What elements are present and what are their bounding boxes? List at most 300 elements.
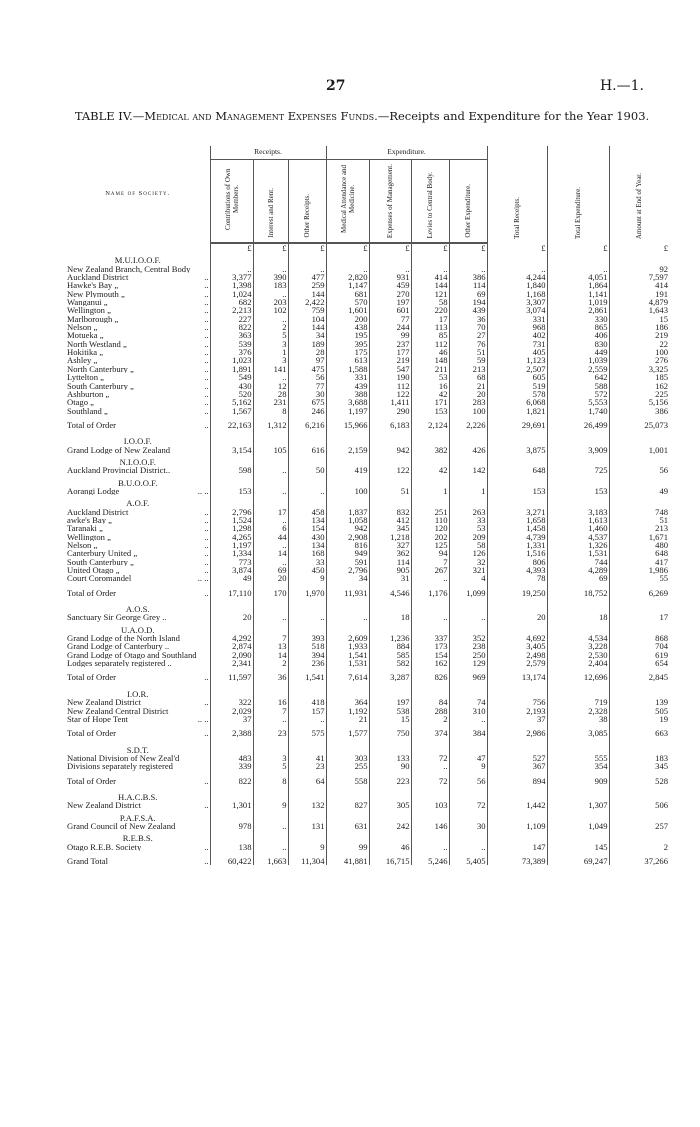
- value-cell: 578: [487, 390, 547, 398]
- leader-dots: ..: [204, 775, 209, 786]
- value-cell: ..: [288, 715, 326, 723]
- table-row: [66, 516, 669, 524]
- value-cell: 426: [449, 446, 487, 454]
- empty-cell: [547, 454, 609, 466]
- society-name: [66, 265, 210, 273]
- empty-cell: [326, 810, 369, 822]
- table-row: [66, 273, 669, 281]
- society-name: [66, 315, 210, 323]
- table-row: [66, 331, 669, 339]
- value-cell: 303: [326, 754, 369, 762]
- value-cell: 654: [609, 659, 669, 667]
- value-cell: 2,530: [547, 651, 609, 659]
- empty-cell: [487, 252, 547, 264]
- value-cell: 238: [449, 642, 487, 650]
- value-cell: ..: [411, 762, 449, 770]
- page-number: 27: [326, 78, 346, 94]
- value-cell: 37,266: [609, 851, 669, 865]
- society-name: [66, 667, 210, 685]
- value-cell: 131: [288, 822, 326, 830]
- society-name-text: Grand Lodge of New Zealand: [67, 445, 171, 454]
- empty-cell: [369, 789, 411, 801]
- empty-cell: [411, 454, 449, 466]
- value-cell: 575: [288, 723, 326, 741]
- society-name-text: Southland „: [67, 406, 108, 415]
- grand-total-row: [66, 851, 669, 865]
- value-cell: 1,141: [547, 290, 609, 298]
- leader-dots: ..: [204, 289, 209, 299]
- value-cell: 2,845: [609, 667, 669, 685]
- value-cell: 197: [369, 298, 411, 306]
- value-cell: 17,110: [210, 583, 253, 601]
- empty-cell: [253, 742, 288, 754]
- value-cell: 2,796: [326, 566, 369, 574]
- society-name-text: New Zealand Central District: [67, 706, 169, 715]
- value-cell: 219: [369, 356, 411, 364]
- leader-dots: ..: [204, 515, 209, 525]
- value-cell: 36: [449, 315, 487, 323]
- society-name-text: United Otago „: [67, 566, 120, 575]
- value-cell: 4,692: [487, 634, 547, 642]
- value-cell: 105: [253, 446, 288, 454]
- table-body: [66, 243, 669, 865]
- value-cell: 3,909: [547, 446, 609, 454]
- empty-cell: [253, 686, 288, 698]
- value-cell: 2,029: [210, 707, 253, 715]
- society-name: [66, 365, 210, 373]
- leader-dots: ..: [204, 406, 209, 415]
- value-cell: 2,559: [547, 365, 609, 373]
- value-cell: 506: [609, 801, 669, 809]
- society-name: [66, 754, 210, 762]
- value-cell: 868: [609, 634, 669, 642]
- value-cell: 5,162: [210, 398, 253, 406]
- value-cell: 168: [288, 549, 326, 557]
- empty-cell: [288, 433, 326, 445]
- empty-cell: [411, 433, 449, 445]
- value-cell: 5,156: [609, 398, 669, 406]
- value-cell: 246: [288, 407, 326, 415]
- value-cell: 132: [288, 801, 326, 809]
- value-cell: 2,124: [411, 415, 449, 433]
- section-header-row: [66, 601, 669, 613]
- value-cell: 144: [288, 290, 326, 298]
- society-name: [66, 356, 210, 364]
- leader-dots: ..: [204, 331, 209, 340]
- value-cell: 1,541: [288, 667, 326, 685]
- empty-cell: [326, 601, 369, 613]
- society-order-name: N.I.O.O.F.: [119, 456, 156, 467]
- value-cell: 744: [547, 558, 609, 566]
- unit-row: [66, 243, 669, 252]
- value-cell: 682: [210, 298, 253, 306]
- value-cell: 1,516: [487, 549, 547, 557]
- value-cell: 7: [253, 634, 288, 642]
- value-cell: 4,537: [547, 533, 609, 541]
- value-cell: ..: [369, 265, 411, 273]
- value-cell: 339: [210, 762, 253, 770]
- society-name: [66, 446, 210, 454]
- society-name: [66, 574, 210, 582]
- value-cell: 386: [449, 273, 487, 281]
- total-row: [66, 415, 669, 433]
- value-cell: 144: [288, 323, 326, 331]
- empty-cell: [253, 622, 288, 634]
- value-cell: 539: [210, 340, 253, 348]
- value-cell: 100: [449, 407, 487, 415]
- value-cell: 1,891: [210, 365, 253, 373]
- col-header-total-expenditure: Total Expenditure.: [547, 146, 609, 243]
- society-name-text: Grand Lodge of Otago and Southland: [67, 650, 197, 660]
- value-cell: 74: [449, 698, 487, 706]
- society-name: [66, 273, 210, 281]
- value-cell: 46: [369, 843, 411, 851]
- empty-cell: [547, 830, 609, 842]
- value-cell: 225: [609, 390, 669, 398]
- society-name-text: Wanganui „: [67, 298, 108, 307]
- value-cell: 68: [449, 373, 487, 381]
- table-title-rest: —Receipts and Expenditure for the Year 1903.: [377, 109, 650, 123]
- unit-symbol: £: [487, 243, 547, 252]
- value-cell: 547: [369, 365, 411, 373]
- empty-cell: [369, 622, 411, 634]
- value-cell: 4,739: [487, 533, 547, 541]
- value-cell: ..: [253, 466, 288, 474]
- society-name: [66, 331, 210, 339]
- society-name-text: Sanctuary Sir George Grey ..: [67, 613, 167, 622]
- empty-cell: [253, 495, 288, 507]
- value-cell: 1,531: [547, 549, 609, 557]
- society-name-text: New Zealand District: [67, 698, 141, 707]
- value-cell: 72: [411, 754, 449, 762]
- leader-dots: ..: [204, 306, 209, 315]
- society-order-name: M.U.I.O.O.F.: [114, 255, 161, 265]
- value-cell: 750: [369, 723, 411, 741]
- value-cell: 3,377: [210, 273, 253, 281]
- society-order-name: U.A.O.D.: [121, 624, 155, 635]
- value-cell: 475: [288, 365, 326, 373]
- value-cell: 177: [369, 348, 411, 356]
- value-cell: 3: [253, 754, 288, 762]
- total-row: [66, 771, 669, 789]
- empty-cell: [449, 475, 487, 487]
- value-cell: 7: [411, 558, 449, 566]
- value-cell: 251: [411, 508, 449, 516]
- value-cell: 6,068: [487, 398, 547, 406]
- value-cell: 414: [411, 273, 449, 281]
- value-cell: 53: [449, 524, 487, 532]
- value-cell: 773: [210, 558, 253, 566]
- value-cell: 17: [253, 508, 288, 516]
- value-cell: 18,752: [547, 583, 609, 601]
- value-cell: 3,405: [487, 642, 547, 650]
- society-name-text: Total of Order: [67, 672, 117, 683]
- value-cell: 213: [449, 365, 487, 373]
- society-name-text: Total of Order: [67, 419, 117, 430]
- empty-cell: [449, 789, 487, 801]
- value-cell: 121: [411, 290, 449, 298]
- value-cell: 13: [253, 642, 288, 650]
- value-cell: 8: [253, 771, 288, 789]
- value-cell: 3,688: [326, 398, 369, 406]
- leader-dots: .. ..: [197, 486, 209, 496]
- table-row: [66, 822, 669, 830]
- value-cell: 47: [449, 754, 487, 762]
- value-cell: 104: [288, 315, 326, 323]
- value-cell: 276: [609, 356, 669, 364]
- empty-cell: [288, 810, 326, 822]
- leader-dots: ..: [204, 549, 209, 558]
- value-cell: 69: [547, 574, 609, 582]
- value-cell: 832: [369, 508, 411, 516]
- leader-dots: ..: [204, 381, 209, 390]
- value-cell: 1,821: [487, 407, 547, 415]
- value-cell: 33: [288, 558, 326, 566]
- society-order-name: I.O.R.: [127, 688, 149, 699]
- value-cell: 183: [609, 754, 669, 762]
- empty-cell: [411, 495, 449, 507]
- value-cell: 884: [369, 642, 411, 650]
- value-cell: 2: [253, 323, 288, 331]
- value-cell: 2,874: [210, 642, 253, 650]
- society-name-text: Otago „: [67, 398, 94, 407]
- value-cell: 1,411: [369, 398, 411, 406]
- value-cell: 211: [411, 365, 449, 373]
- value-cell: 1,218: [369, 533, 411, 541]
- empty-cell: [326, 686, 369, 698]
- empty-cell: [547, 742, 609, 754]
- value-cell: ..: [253, 290, 288, 298]
- value-cell: 2: [609, 843, 669, 851]
- value-cell: 122: [369, 390, 411, 398]
- value-cell: 28: [253, 390, 288, 398]
- society-name-text: Grand Total: [67, 855, 109, 866]
- value-cell: 9: [288, 574, 326, 582]
- value-cell: 22: [609, 340, 669, 348]
- value-cell: 170: [253, 583, 288, 601]
- value-cell: 11,597: [210, 667, 253, 685]
- value-cell: 756: [487, 698, 547, 706]
- table-row: [66, 698, 669, 706]
- value-cell: 402: [487, 331, 547, 339]
- empty-cell: [449, 495, 487, 507]
- value-cell: 69: [253, 566, 288, 574]
- expenditure-group-header: Expenditure.: [326, 146, 487, 160]
- value-cell: 85: [411, 331, 449, 339]
- value-cell: 30: [288, 390, 326, 398]
- value-cell: 4,292: [210, 634, 253, 642]
- value-cell: 1,168: [487, 290, 547, 298]
- value-cell: 12,696: [547, 667, 609, 685]
- value-cell: 1,613: [547, 516, 609, 524]
- value-cell: 133: [369, 754, 411, 762]
- empty-cell: [411, 601, 449, 613]
- value-cell: 51: [449, 348, 487, 356]
- value-cell: 393: [288, 634, 326, 642]
- value-cell: 305: [369, 801, 411, 809]
- value-cell: 99: [369, 331, 411, 339]
- society-name-text: Auckland District: [67, 507, 129, 516]
- value-cell: 197: [369, 698, 411, 706]
- value-cell: 237: [369, 340, 411, 348]
- value-cell: 1,192: [326, 707, 369, 715]
- value-cell: 153: [547, 487, 609, 495]
- value-cell: 582: [369, 659, 411, 667]
- society-name: [66, 508, 210, 516]
- society-name: [66, 524, 210, 532]
- value-cell: 1,840: [487, 281, 547, 289]
- value-cell: 9: [253, 801, 288, 809]
- empty-cell: [369, 433, 411, 445]
- empty-cell: [369, 252, 411, 264]
- value-cell: 520: [210, 390, 253, 398]
- society-name-text: National Division of New Zeal'd: [67, 753, 180, 763]
- table-row: [66, 348, 669, 356]
- society-name-text: Grand Lodge of Canterbury ..: [67, 642, 170, 651]
- value-cell: 748: [609, 508, 669, 516]
- col-header-total-receipts: Total Receipts.: [487, 146, 547, 243]
- value-cell: 1,970: [288, 583, 326, 601]
- value-cell: 2,090: [210, 651, 253, 659]
- value-cell: 505: [609, 707, 669, 715]
- table-row: [66, 801, 669, 809]
- value-cell: 477: [288, 273, 326, 281]
- value-cell: 31: [369, 574, 411, 582]
- society-name-text: Wellington „: [67, 306, 111, 315]
- empty-cell: [449, 433, 487, 445]
- value-cell: ..: [449, 265, 487, 273]
- value-cell: 84: [411, 698, 449, 706]
- value-cell: 175: [326, 348, 369, 356]
- value-cell: 2,422: [288, 298, 326, 306]
- value-cell: 3,271: [487, 508, 547, 516]
- value-cell: 458: [288, 508, 326, 516]
- empty-cell: [609, 475, 669, 487]
- value-cell: 642: [547, 373, 609, 381]
- value-cell: 337: [411, 634, 449, 642]
- empty-cell: [210, 686, 253, 698]
- value-cell: 255: [326, 762, 369, 770]
- value-cell: 15: [369, 715, 411, 723]
- value-cell: 2,820: [326, 273, 369, 281]
- value-cell: 978: [210, 822, 253, 830]
- value-cell: 157: [288, 707, 326, 715]
- unit-symbol: £: [326, 243, 369, 252]
- value-cell: ..: [253, 265, 288, 273]
- value-cell: 418: [288, 698, 326, 706]
- value-cell: 830: [547, 340, 609, 348]
- leader-dots: ..: [204, 314, 209, 324]
- value-cell: 894: [487, 771, 547, 789]
- value-cell: 231: [253, 398, 288, 406]
- value-cell: 1,531: [326, 659, 369, 667]
- col-header-management: Expenses of Management.: [369, 160, 411, 244]
- leader-dots: ..: [204, 389, 209, 399]
- empty-cell: [210, 601, 253, 613]
- value-cell: 585: [369, 651, 411, 659]
- value-cell: 6,269: [609, 583, 669, 601]
- value-cell: 2,579: [487, 659, 547, 667]
- empty-cell: [411, 622, 449, 634]
- value-cell: 1,460: [547, 524, 609, 532]
- leader-dots: ..: [204, 398, 209, 407]
- value-cell: 18: [547, 613, 609, 621]
- value-cell: 14: [253, 651, 288, 659]
- value-cell: 120: [411, 524, 449, 532]
- society-name: [66, 613, 210, 621]
- table-title: [62, 110, 662, 123]
- value-cell: 200: [326, 315, 369, 323]
- empty-cell: [253, 789, 288, 801]
- value-cell: 1,197: [326, 407, 369, 415]
- value-cell: 528: [609, 771, 669, 789]
- table-row: [66, 323, 669, 331]
- value-cell: 1,039: [547, 356, 609, 364]
- value-cell: 190: [369, 373, 411, 381]
- society-name-text: Lodges separately registered ..: [67, 659, 172, 668]
- value-cell: 1,024: [210, 290, 253, 298]
- value-cell: 148: [411, 356, 449, 364]
- empty-cell: [547, 252, 609, 264]
- empty-cell: [253, 810, 288, 822]
- value-cell: 1,109: [487, 822, 547, 830]
- section-header-row: [66, 433, 669, 445]
- empty-cell: [487, 454, 547, 466]
- value-cell: 99: [326, 843, 369, 851]
- society-name: [66, 851, 210, 865]
- value-cell: 395: [326, 340, 369, 348]
- value-cell: 142: [449, 466, 487, 474]
- society-name-text: Lyttelton „: [67, 373, 104, 382]
- value-cell: 388: [326, 390, 369, 398]
- society-name-text: North Canterbury „: [67, 364, 134, 374]
- value-cell: 555: [547, 754, 609, 762]
- section-header-row: [66, 495, 669, 507]
- receipts-group-header: Receipts.: [210, 146, 326, 160]
- empty-cell: [449, 454, 487, 466]
- value-cell: 113: [411, 323, 449, 331]
- value-cell: 591: [326, 558, 369, 566]
- value-cell: 4,265: [210, 533, 253, 541]
- value-cell: 2,986: [487, 723, 547, 741]
- table-row: [66, 298, 669, 306]
- leader-dots: ..: [204, 364, 209, 374]
- section-header-row: [66, 622, 669, 634]
- value-cell: 97: [288, 356, 326, 364]
- table-row: [66, 356, 669, 364]
- empty-cell: [487, 601, 547, 613]
- value-cell: ..: [288, 487, 326, 495]
- value-cell: 213: [609, 524, 669, 532]
- table-row: [66, 398, 669, 406]
- empty-cell: [547, 433, 609, 445]
- empty-cell: [487, 789, 547, 801]
- table-row: [66, 290, 669, 298]
- empty-cell: [253, 830, 288, 842]
- leader-dots: ..: [204, 801, 209, 810]
- value-cell: 570: [326, 298, 369, 306]
- value-cell: 2,404: [547, 659, 609, 667]
- empty-cell: [326, 475, 369, 487]
- value-cell: 42: [411, 390, 449, 398]
- value-cell: 144: [411, 281, 449, 289]
- table-row: [66, 306, 669, 314]
- value-cell: 18: [369, 613, 411, 621]
- value-cell: 90: [369, 762, 411, 770]
- empty-cell: [547, 789, 609, 801]
- society-name-text: awke's Bay „: [67, 515, 112, 525]
- value-cell: ..: [253, 541, 288, 549]
